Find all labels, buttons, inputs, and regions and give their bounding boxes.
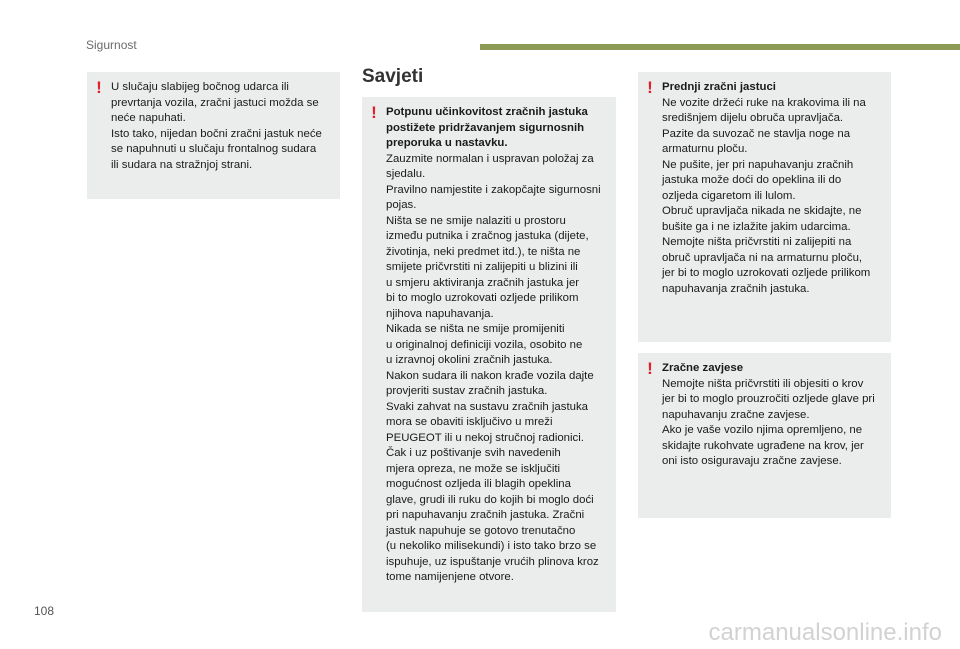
text-line: oni isto osiguravaju zračne zavjese. — [662, 455, 842, 467]
text-line: Čak i uz poštivanje svih navedenih — [386, 447, 561, 459]
text-line: jastuka može doći do opeklina ili do — [662, 174, 842, 186]
text-line: smijete pričvrstiti ni zalijepiti u blizini ili — [386, 261, 578, 273]
text-line: u izravnoj okolini zračnih jastuka. — [386, 354, 553, 366]
text-line: u smjeru aktiviranja zračnih jastuka jer — [386, 276, 580, 289]
front-airbags-text — [662, 96, 885, 298]
text-line: glave, grudi ili ruku do kojih bi moglo doći — [386, 493, 594, 506]
text-line: Nikada se ništa ne smije promijeniti — [386, 323, 565, 335]
watermark: carmanualsonline.info — [708, 619, 942, 646]
text-line: središnjem dijelu obruča upravljača. — [662, 112, 844, 124]
text-line: se napuhnuti u slučaju frontalnog sudara — [111, 143, 317, 155]
text-line: provjeriti sustav zračnih jastuka. — [386, 385, 548, 397]
efficiency-heading — [386, 105, 610, 152]
text-line: pojas. — [386, 199, 417, 211]
text-line: postižete pridržavanjem sigurnosnih — [386, 121, 585, 134]
text-line: mogućnost ozljeda ili blagih opeklina — [386, 478, 571, 490]
text-line: tome namijenjene otvore. — [386, 571, 514, 583]
text-line: Isto tako, nijedan bočni zračni jastuk neće — [111, 127, 322, 140]
text-line: bi to moglo uzrokovati ozljede prilikom — [386, 292, 579, 304]
text-line: Ništa se ne smije nalaziti u prostoru — [386, 214, 566, 227]
text-line: Ako je vaše vozilo njima opremljeno, ne — [662, 424, 863, 436]
text-line: sjedalu. — [386, 168, 426, 180]
text-line: Obruč upravljača nikada ne skidajte, ne — [662, 205, 862, 217]
text-line: Nakon sudara ili nakon krađe vozila dajte — [386, 369, 594, 382]
warning-icon: ! — [371, 103, 377, 122]
text-line: Svaki zahvat na sustavu zračnih jastuka — [386, 400, 588, 413]
text-line: skidajte rukohvate ugrađene na krov, jer — [662, 439, 864, 452]
text-line: Pravilno namjestite i zakopčajte sigurnosni — [386, 183, 601, 196]
side-airbag-warning-box — [87, 72, 340, 199]
text-line: PEUGEOT ili u nekoj stručnoj radionici. — [386, 431, 584, 444]
text-line: Potpunu učinkovitost zračnih jastuka — [386, 106, 588, 118]
front-airbags-heading: Prednji zračni jastuci — [662, 81, 776, 93]
text-line: neće napuhati. — [111, 112, 186, 124]
warning-icon: ! — [647, 359, 653, 378]
page-number: 108 — [34, 604, 55, 618]
text-line: mjera opreza, ne može se isključiti — [386, 462, 561, 475]
efficiency-text — [386, 152, 610, 586]
text-line: U slučaju slabijeg bočnog udarca ili — [111, 81, 289, 93]
efficiency-warning-box — [362, 97, 616, 612]
text-line: (u nekoliko milisekundi) i isto tako brzo se — [386, 540, 597, 552]
text-line: bušite ga i ne izlažite jakim udarcima. — [662, 220, 851, 233]
text-line: Ne vozite držeći ruke na krakovima ili na — [662, 96, 866, 109]
text-line: ispuhuje, uz ispuštanje vrućih plinova kroz — [386, 555, 599, 568]
text-line: njihova napuhavanja. — [386, 307, 494, 320]
header-rule — [480, 44, 960, 50]
text-line: Nemojte ništa pričvrstiti ni zalijepiti na — [662, 236, 852, 248]
text-line: armaturnu ploču. — [662, 143, 748, 155]
text-line: u originalnoj definiciji vozila, osobito ne — [386, 338, 583, 351]
text-line: ili sudara na stražnjoj strani. — [111, 158, 253, 171]
text-line: između putnika i zračnog jastuka (dijete, — [386, 230, 589, 242]
page-title: Savjeti — [362, 66, 424, 87]
text-line: životinja, neki predmet itd.), te ništa ne — [386, 245, 581, 258]
text-line: jer bi to moglo prouzročiti ozljede glave pri — [662, 393, 875, 405]
side-airbag-text — [111, 80, 334, 173]
text-line: Zauzmite normalan i uspravan položaj za — [386, 152, 594, 165]
warning-icon: ! — [647, 78, 653, 97]
text-line: pri napuhavanju zračnih jastuka. Zračni — [386, 509, 585, 521]
text-line: mora se obaviti isključivo u mreži — [386, 416, 553, 428]
text-line: obruč upravljača ni na armaturnu ploču, — [662, 251, 863, 264]
curtain-airbags-warning-box — [638, 353, 891, 518]
text-line: preporuka u nastavku. — [386, 137, 508, 149]
text-line: napuhavanja zračnih jastuka. — [662, 282, 810, 295]
curtain-airbags-heading: Zračne zavjese — [662, 362, 744, 374]
section-label: Sigurnost — [86, 38, 137, 52]
text-line: napuhavanju zračne zavjese. — [662, 408, 810, 421]
front-airbags-warning-box — [638, 72, 891, 342]
text-line: ozljeda cigaretom ili lulom. — [662, 189, 796, 202]
curtain-airbags-text — [662, 377, 885, 470]
text-line: jer bi to moglo uzrokovati ozljede prilikom — [662, 267, 871, 279]
text-line: Pazite da suvozač ne stavlja noge na — [662, 127, 851, 140]
text-line: Nemojte ništa pričvrstiti ili objesiti o krov — [662, 377, 864, 390]
warning-icon: ! — [96, 78, 102, 97]
text-line: jastuk napuhuje se gotovo trenutačno — [386, 524, 576, 537]
text-line: prevrtanja vozila, zračni jastuci možda se — [111, 96, 319, 109]
text-line: Ne pušite, jer pri napuhavanju zračnih — [662, 158, 854, 171]
